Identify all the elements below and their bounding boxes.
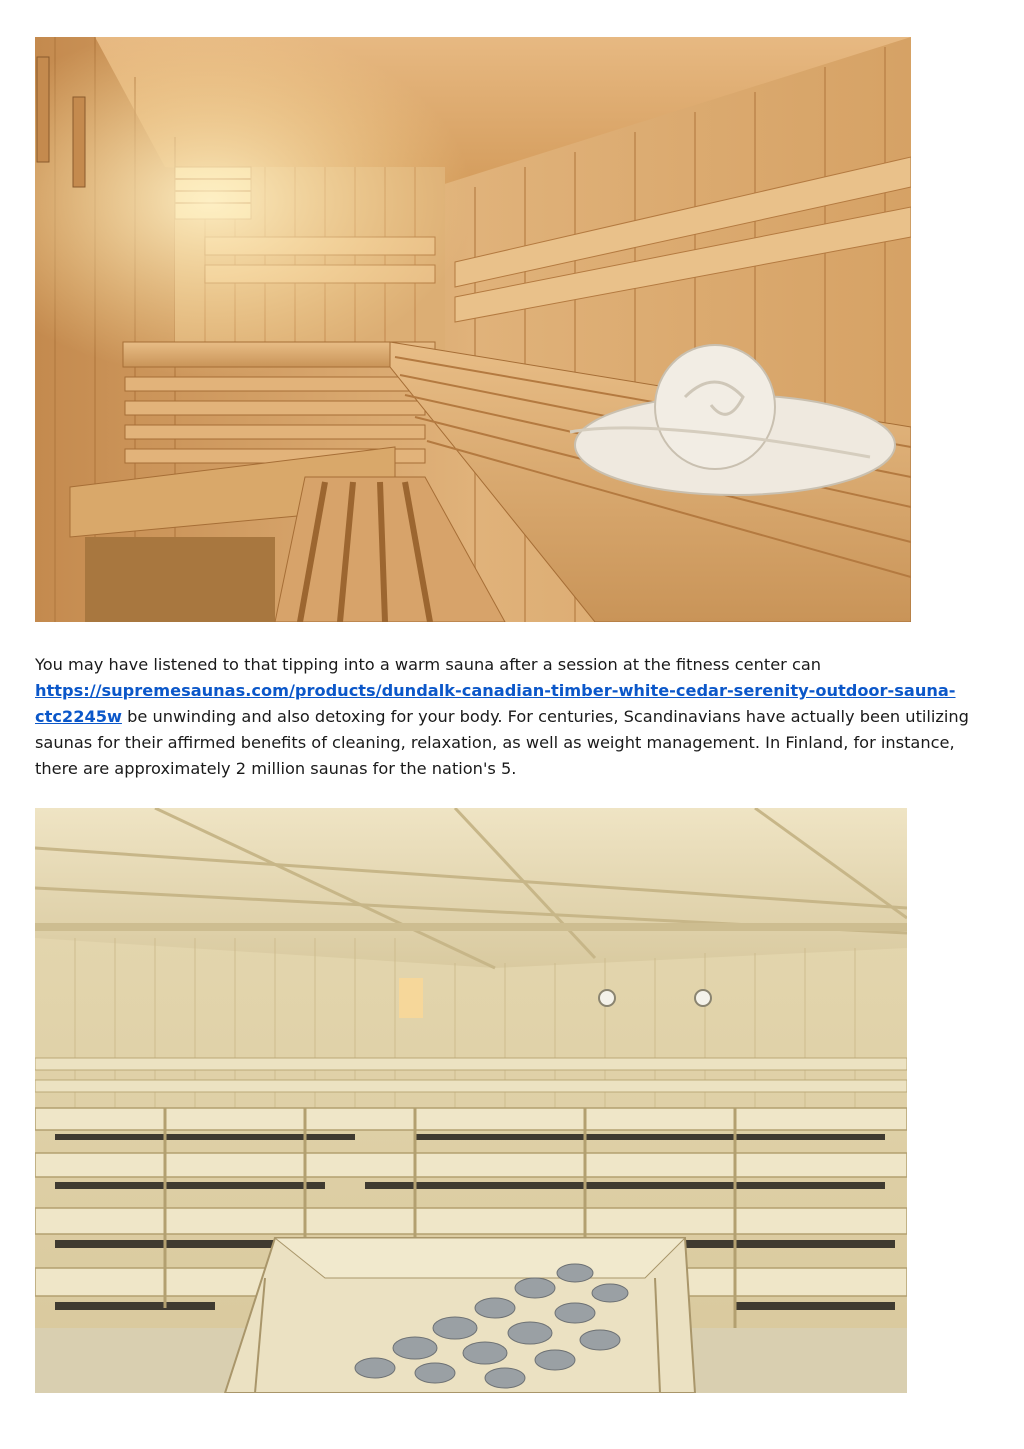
paragraph-text-before: You may have listened to that tipping into a warm sauna after a session at the fitness center can xyxy=(35,655,822,674)
sauna-photo-top-drawing xyxy=(35,37,911,622)
sauna-product-link[interactable]: https://supremesaunas.com/products/dundalk-canadian-timber-white-cedar-serenity-outdoor-sauna-ctc2245w xyxy=(35,681,956,726)
paragraph-text-after: be unwinding and also detoxing for your body. For centuries, Scandinavians have actually been utilizing saunas for their affirmed benefits of cleaning, relaxation, as well as weight management. In Finland, for instance, there are approximately 2 million saunas for the nation's 5. xyxy=(35,707,969,778)
sauna-photo-top xyxy=(35,37,911,622)
sauna-photo-bottom-drawing xyxy=(35,808,907,1393)
body-paragraph xyxy=(35,652,995,782)
sauna-photo-bottom xyxy=(35,808,907,1393)
